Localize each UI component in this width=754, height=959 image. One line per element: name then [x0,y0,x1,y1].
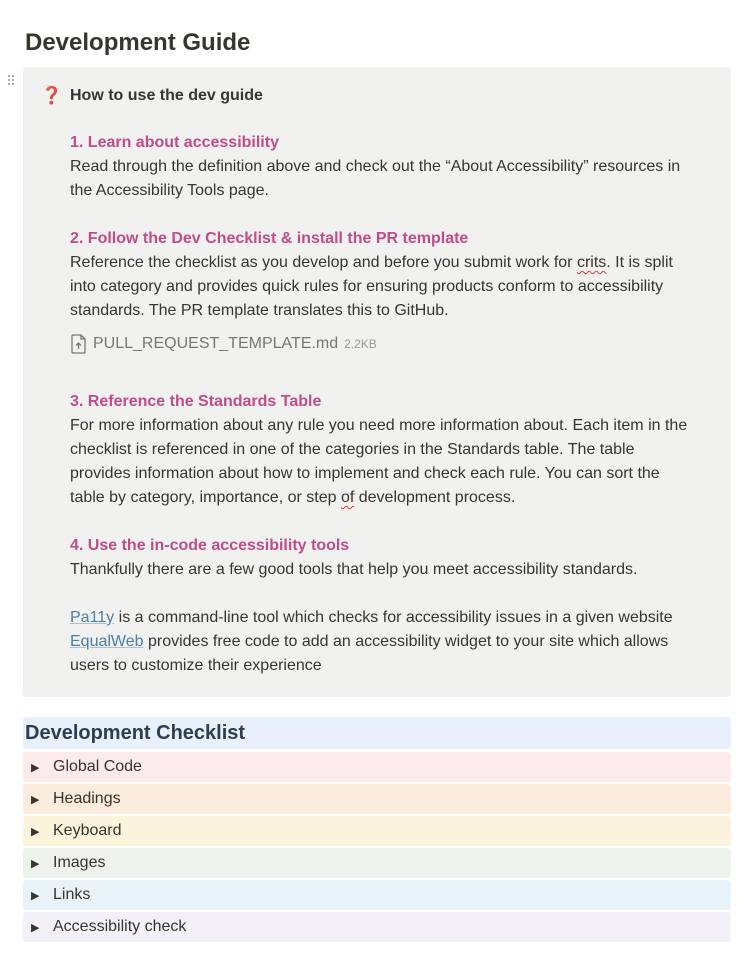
toggle-global-code[interactable] [23,752,731,782]
equalweb-desc: provides free code to add an accessibility widget to your site which allows [143,633,669,650]
pr-template-file[interactable] [70,332,377,356]
step4-title: 4. Use the in-code accessibility tools [70,537,350,554]
step2-line1 [70,251,710,275]
toggle-headings[interactable] [23,784,731,814]
file-size: 2.2KB [344,337,377,351]
step1-title: 1. Learn about accessibility [70,134,279,151]
drag-handle-icon[interactable]: ⠿ [6,73,16,89]
step2-line1-pre: Reference the checklist as you develop and before you submit work for [70,254,577,271]
toggle-label: Headings [53,790,121,807]
checklist-header [23,717,731,749]
spellcheck-word-of[interactable]: of [340,489,355,506]
step2-line2: into category and provides quick rules for ensuring products conform to accessibility [70,278,664,295]
toggle-images[interactable] [23,848,731,878]
callout-heading: How to use the dev guide [70,87,263,104]
step2-text [70,251,710,323]
equalweb-link[interactable]: EqualWeb [70,633,144,650]
step3-text [70,414,710,510]
step2-line1-post: . It is split [606,254,673,271]
equalweb-line2: users to customize their experience [70,657,322,674]
step2-title: 2. Follow the Dev Checklist & install the PR template [70,230,469,247]
pa11y-desc: is a command-line tool which checks for accessibility issues in a given website [114,609,673,626]
toggle-arrow-icon[interactable]: ▶ [31,921,40,934]
toggle-arrow-icon[interactable]: ▶ [31,761,40,774]
step3-line4-pre: table by category, importance, or step [70,489,341,506]
step1-line1: Read through the definition above and check out the “About Accessibility” resources in [70,158,681,175]
step3-line2: checklist is referenced in one of the categories in the Standards table. The table [70,441,635,458]
toggle-label: Links [53,886,91,903]
toggle-keyboard[interactable] [23,816,731,846]
toggle-label: Accessibility check [53,918,187,935]
toggle-arrow-icon[interactable]: ▶ [31,825,40,838]
pa11y-line [70,606,710,630]
toggle-arrow-icon[interactable]: ▶ [31,889,40,902]
step1-text [70,155,710,203]
toggle-arrow-icon[interactable]: ▶ [31,857,40,870]
toggle-label: Global Code [53,758,142,775]
toggle-label: Keyboard [53,822,122,839]
dev-guide-callout [23,67,731,697]
step3-line3: provides information about how to implement and check each rule. You can sort the [70,465,660,482]
toggle-links[interactable] [23,880,731,910]
equalweb-line [70,630,710,654]
toggle-accessibility-check[interactable] [23,912,731,942]
step3-line1: For more information about any rule you need more information about. Each item in the [70,417,688,434]
toggle-label: Images [53,854,106,871]
step4-line1: Thankfully there are a few good tools that help you meet accessibility standards. [70,561,638,578]
pa11y-link[interactable]: Pa11y [70,609,115,626]
checklist-title[interactable]: Development Checklist [25,722,246,744]
spellcheck-word-crits[interactable]: crits [576,254,607,271]
step3-line4 [70,486,710,510]
step3-line4-post: development process. [354,489,516,506]
page-title[interactable]: Development Guide [25,29,251,56]
spacer [70,582,710,606]
file-name: PULL_REQUEST_TEMPLATE.md [93,335,339,352]
file-icon [70,334,88,354]
step2-line3: standards. The PR template translates this to GitHub. [70,302,449,319]
step3-title: 3. Reference the Standards Table [70,393,322,410]
toggle-arrow-icon[interactable]: ▶ [31,793,40,806]
step1-line2: the Accessibility Tools page. [70,182,269,199]
question-mark-icon[interactable]: ❓ [41,86,63,105]
step4-text [70,558,710,678]
